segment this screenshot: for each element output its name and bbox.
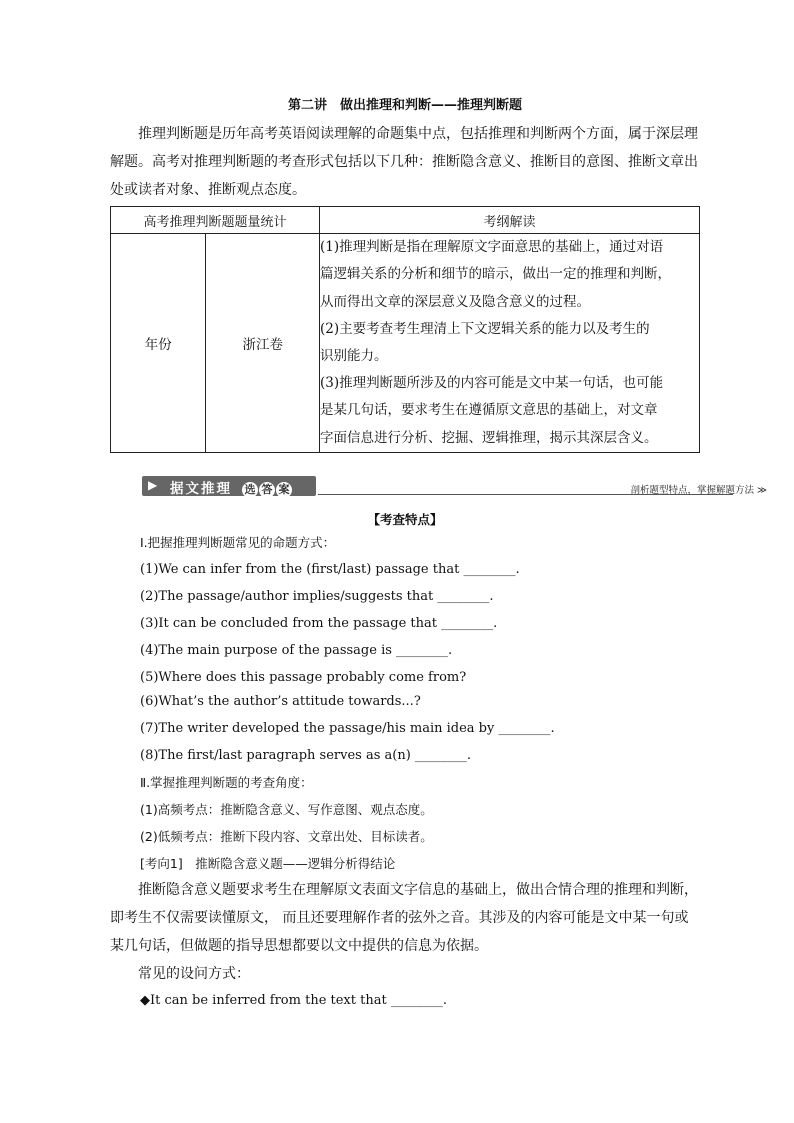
banner-box xyxy=(142,476,316,496)
list-item: (4)The main purpose of the passage is ________. xyxy=(140,643,453,658)
common-question: ◆It can be inferred from the text that ________. xyxy=(140,993,447,1008)
part1-heading: Ⅰ.把握推理判断题常见的命题方式： xyxy=(140,535,336,550)
circle-char: 案 xyxy=(276,482,292,498)
banner-note: 剖析题型特点，掌握解题方法 ≫ xyxy=(630,485,767,496)
page-title: 第二讲 做出推理和判断——推理判断题 xyxy=(287,98,522,113)
stats-table xyxy=(110,206,700,453)
section-banner xyxy=(142,476,767,497)
part2-heading: Ⅱ.掌握推理判断题的考查角度： xyxy=(140,775,313,790)
common-question-wrap xyxy=(140,990,700,1017)
kaoxiang-text: 推断隐含意义题要求考生在理解原文表面文字信息的基础上，做出合情合理的推理和判断，即考生不仅需要读懂原文， 而且还要理解作者的弦外之音。其涉及的内容可能是文中某一句或某几句话，但做题的指导思想都要以文中提供的信息为依据。 xyxy=(110,882,698,954)
list-item: (1)We can infer from the (first/last) passage that ________. xyxy=(140,562,520,577)
table-row xyxy=(111,234,700,453)
section-heading: 【考查特点】 xyxy=(367,512,443,527)
common-question-label-wrap xyxy=(110,960,700,988)
table-header-left: 高考推理判断题题量统计 xyxy=(111,207,320,234)
circle-char: 答 xyxy=(259,482,275,498)
table-header-right: 考纲解读 xyxy=(320,207,700,234)
desc-line: 从而得出文章的深层意义及隐含意义的过程。 xyxy=(320,293,590,310)
list-item: (1)高频考点：推断隐含意义、写作意图、观点态度。 xyxy=(140,802,433,817)
intro-text: 推理判断题是历年高考英语阅读理解的命题集中点，包括推理和判断两个方面，属于深层理解题。高考对推理判断题的考查形式包括以下几种：推断隐含意义、推断目的意图、推断文章出处或读者对象、推断观点态度。 xyxy=(110,126,698,198)
list-item: (5)Where does this passage probably come from? xyxy=(140,670,467,685)
list-item: (2)低频考点：推断下段内容、文章出处、目标读者。 xyxy=(140,829,433,844)
list-item: (3)It can be concluded from the passage that ________. xyxy=(140,616,498,631)
cell-year: 年份 xyxy=(111,234,206,453)
kaoxiang-paragraph xyxy=(110,876,700,960)
desc-line: (2)主要考查考生理清上下文逻辑关系的能力以及考生的 xyxy=(320,320,650,337)
common-question-label: 常见的设问方式： xyxy=(138,966,250,982)
desc-line: 字面信息进行分析、挖掘、逻辑推理，揭示其深层含义。 xyxy=(320,429,658,446)
list-item: (7)The writer developed the passage/his main idea by ________. xyxy=(140,721,555,736)
banner-circles xyxy=(242,478,293,498)
list-item: (6)What’s the author’s attitude towards...? xyxy=(140,694,421,709)
desc-line: 是某几句话，要求考生在遵循原文意思的基础上，对文章 xyxy=(320,402,658,419)
desc-line: (3)推理判断题所涉及的内容可能是文中某一句话，也可能 xyxy=(320,375,664,392)
body-content xyxy=(140,532,700,880)
cell-province: 浙江卷 xyxy=(206,234,320,453)
cell-description xyxy=(320,234,700,453)
table-header-row xyxy=(111,207,700,234)
intro-paragraph xyxy=(110,120,700,204)
list-item: (2)The passage/author implies/suggests that ________. xyxy=(140,589,494,604)
circle-char: 选 xyxy=(242,482,258,498)
desc-line: (1)推理判断是指在理解原文字面意思的基础上，通过对语 xyxy=(320,239,664,256)
play-arrow-icon: ▶ xyxy=(148,478,158,492)
list-item: (8)The first/last paragraph serves as a(n) ________. xyxy=(140,748,472,763)
kaoxiang-heading: [考向1] 推断隐含意义题——逻辑分析得结论 xyxy=(140,856,396,871)
desc-line: 篇逻辑关系的分析和细节的暗示，做出一定的推理和判断， xyxy=(320,266,671,283)
banner-title: 据文推理 xyxy=(170,481,232,497)
desc-line: 识别能力。 xyxy=(320,348,388,364)
